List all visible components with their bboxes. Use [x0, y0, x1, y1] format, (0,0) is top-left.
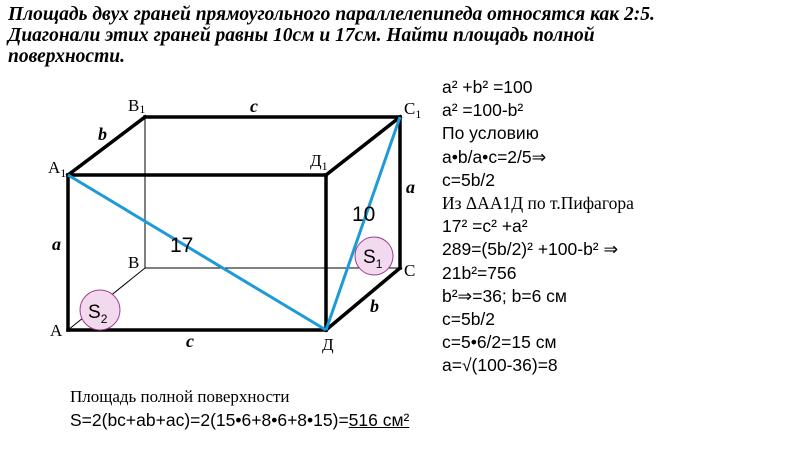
solution-line: c=5b/2: [442, 309, 496, 330]
vertex-label-b: В: [128, 253, 140, 272]
solution-line: c=5•6/2=15 см: [442, 332, 557, 353]
problem-line: поверхности.: [8, 46, 125, 67]
solution-line: b²⇒=36; b=6 см: [442, 285, 567, 306]
solution-line: Из ΔАА1Д по т.Пифагора: [442, 193, 634, 214]
face-label-s1: $S_1$: [363, 247, 383, 271]
diagonal-length-10: 10: [352, 203, 376, 226]
solution-line: a=√(100-36)=8: [442, 355, 558, 376]
area-formula: [70, 410, 409, 431]
area-title: Площадь полной поверхности: [70, 387, 290, 406]
solution-steps: [442, 76, 634, 378]
vertex-label-c1: $С_1$: [404, 99, 422, 121]
solution-line: a² +b² =100: [442, 77, 533, 97]
edge-label-a-left: a: [52, 234, 61, 254]
vertex-label-d1: $Д_1$: [310, 151, 328, 173]
vertex-label-a1: $А_1$: [48, 158, 67, 180]
edge-label-c-bottom: c: [186, 331, 194, 351]
edge-label-b-top: b: [98, 124, 107, 144]
problem-line: Диагонали этих граней равны 10см и 17см. Найти площадь полной: [8, 25, 595, 46]
edge-label-b-bottom: b: [370, 296, 379, 316]
solution-line: 289=(5b/2)² +100-b² ⇒: [442, 239, 619, 260]
solution-line: По условию: [442, 123, 539, 144]
vertex-label-c: С: [404, 261, 416, 280]
vertex-label-b1: В1: [128, 96, 146, 116]
diagonal-length-17: 17: [170, 234, 194, 257]
solution-line: 17² =c² +a²: [442, 216, 528, 237]
solution-line: c=5b/2: [442, 169, 496, 190]
solution-line: 21b²=756: [442, 262, 517, 283]
vertex-label-d: Д: [322, 335, 334, 354]
area-answer: 516 см²: [348, 410, 410, 430]
visible-edges: [68, 117, 400, 330]
solution-line: a² =100-b²: [442, 100, 524, 121]
solution-line: a•b/a•c=2/5⇒: [442, 146, 547, 167]
edge-label-c-top: c: [250, 96, 258, 116]
vertex-label-a: А: [50, 321, 63, 340]
edge-label-a-right: a: [406, 177, 415, 197]
face-label-s2: $S_2$: [88, 302, 108, 326]
area-formula-expression: S=2(bc+ab+ac)=2(15•6+8•6+8•15)=: [70, 410, 349, 430]
problem-line: Площадь двух граней прямоугольного параллелепипеда относятся как 2:5.: [8, 4, 655, 25]
